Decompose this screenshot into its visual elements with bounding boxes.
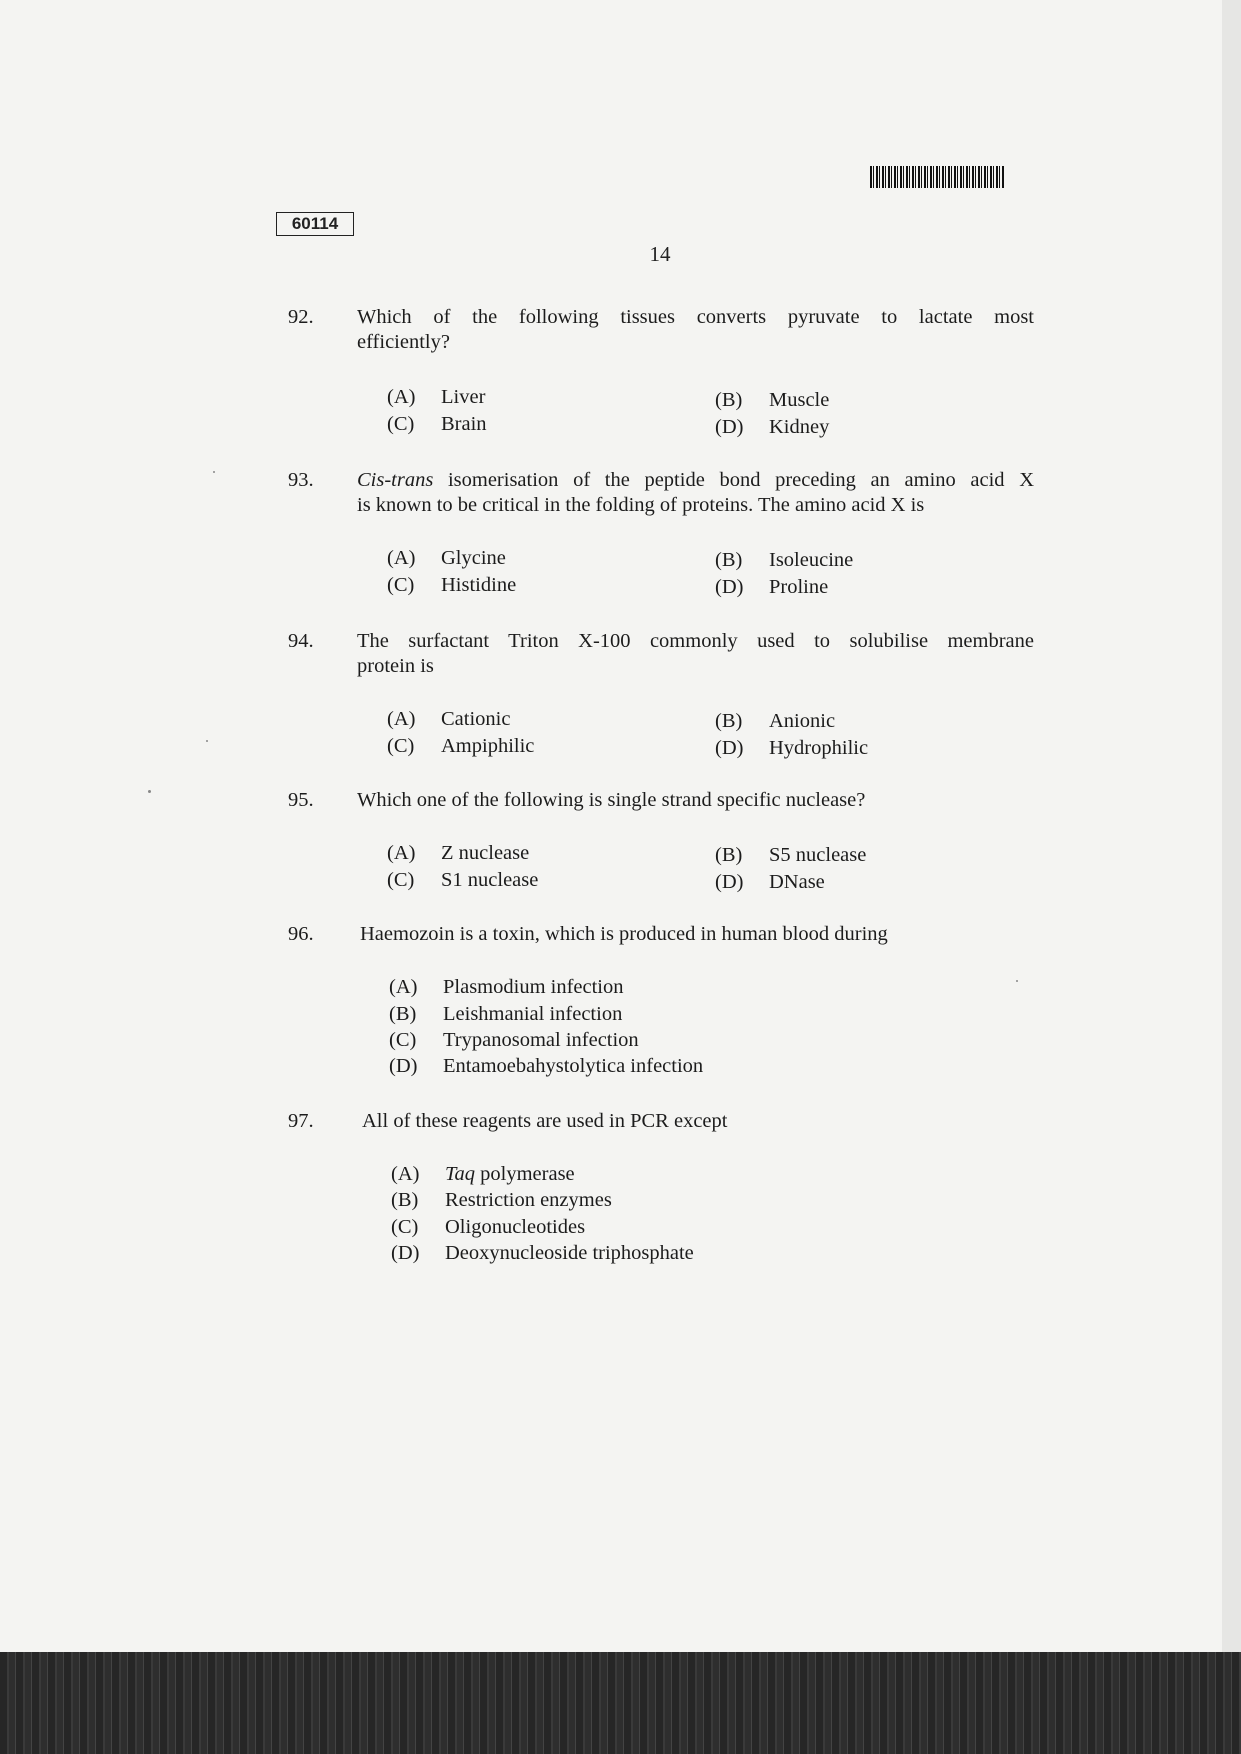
option-d: (D) Kidney: [715, 416, 830, 438]
question-96: [288, 922, 1038, 1082]
question-text: [357, 629, 1034, 679]
question-line: Which one of the following is single strand specific nuclease?: [357, 789, 866, 811]
option-a: (A) Taq polymerase: [391, 1163, 575, 1185]
option-a: (A) Plasmodium infection: [389, 976, 624, 998]
italic-term: Cis-trans: [357, 469, 434, 491]
scan-speck: [148, 790, 151, 793]
question-line: Haemozoin is a toxin, which is produced in human blood during: [360, 923, 888, 945]
question-number: 96.: [288, 923, 314, 945]
question-line: efficiently?: [357, 331, 450, 353]
scan-speck: [213, 471, 215, 473]
scanner-background: [0, 1652, 1241, 1754]
option-a: (A) Glycine: [387, 547, 506, 569]
option-c: (C) S1 nuclease: [387, 869, 539, 891]
option-d: (D) Entamoebahystolytica infection: [389, 1055, 704, 1077]
page-edge: [1222, 0, 1241, 1652]
question-95: [288, 788, 1038, 898]
option-b: (B) Isoleucine: [715, 549, 854, 571]
question-94: [288, 629, 1038, 769]
question-line: Which of the following tissues converts pyruvate to lactate most: [357, 306, 1034, 328]
scan-speck: [206, 740, 208, 742]
question-number: 95.: [288, 789, 314, 811]
option-a: (A) Cationic: [387, 708, 511, 730]
option-a: (A) Z nuclease: [387, 842, 530, 864]
option-b: (B) S5 nuclease: [715, 844, 867, 866]
italic-term: Taq: [445, 1163, 476, 1185]
option-c: (C) Brain: [387, 413, 487, 435]
option-b: (B) Muscle: [715, 389, 830, 411]
question-number: 92.: [288, 306, 314, 328]
question-text: [357, 468, 1034, 518]
question-line: The surfactant Triton X-100 commonly used to solubilise membrane: [357, 630, 1034, 652]
question-92: [288, 305, 1038, 445]
barcode: [870, 166, 1004, 188]
question-number: 93.: [288, 469, 314, 491]
option-c: (C) Histidine: [387, 574, 517, 596]
question-number: 94.: [288, 630, 314, 652]
option-b: (B) Anionic: [715, 710, 836, 732]
page-number: 14: [649, 242, 671, 266]
option-b: (B) Leishmanial infection: [389, 1003, 623, 1025]
question-text: [360, 922, 1037, 947]
question-text: [362, 1109, 1039, 1134]
option-c: (C) Trypanosomal infection: [389, 1029, 639, 1051]
paper-code: 60114: [276, 212, 354, 236]
option-d: (D) Proline: [715, 576, 829, 598]
question-line: protein is: [357, 655, 434, 677]
option-d: (D) Hydrophilic: [715, 737, 869, 759]
question-line: is known to be critical in the folding of proteins. The amino acid X is: [357, 494, 925, 516]
option-a: (A) Liver: [387, 386, 486, 408]
question-93: [288, 468, 1038, 608]
question-line: All of these reagents are used in PCR except: [362, 1110, 728, 1132]
question-number: 97.: [288, 1110, 314, 1132]
option-c: (C) Oligonucleotides: [391, 1216, 586, 1238]
option-b: (B) Restriction enzymes: [391, 1189, 612, 1211]
question-97: [288, 1109, 1038, 1269]
question-text: [357, 788, 1034, 813]
option-c: (C) Ampiphilic: [387, 735, 535, 757]
question-line: Cis-trans isomerisation of the peptide bond preceding an amino acid X: [357, 469, 1034, 491]
option-d: (D) DNase: [715, 871, 825, 893]
option-d: (D) Deoxynucleoside triphosphate: [391, 1242, 694, 1264]
question-text: [357, 305, 1034, 355]
